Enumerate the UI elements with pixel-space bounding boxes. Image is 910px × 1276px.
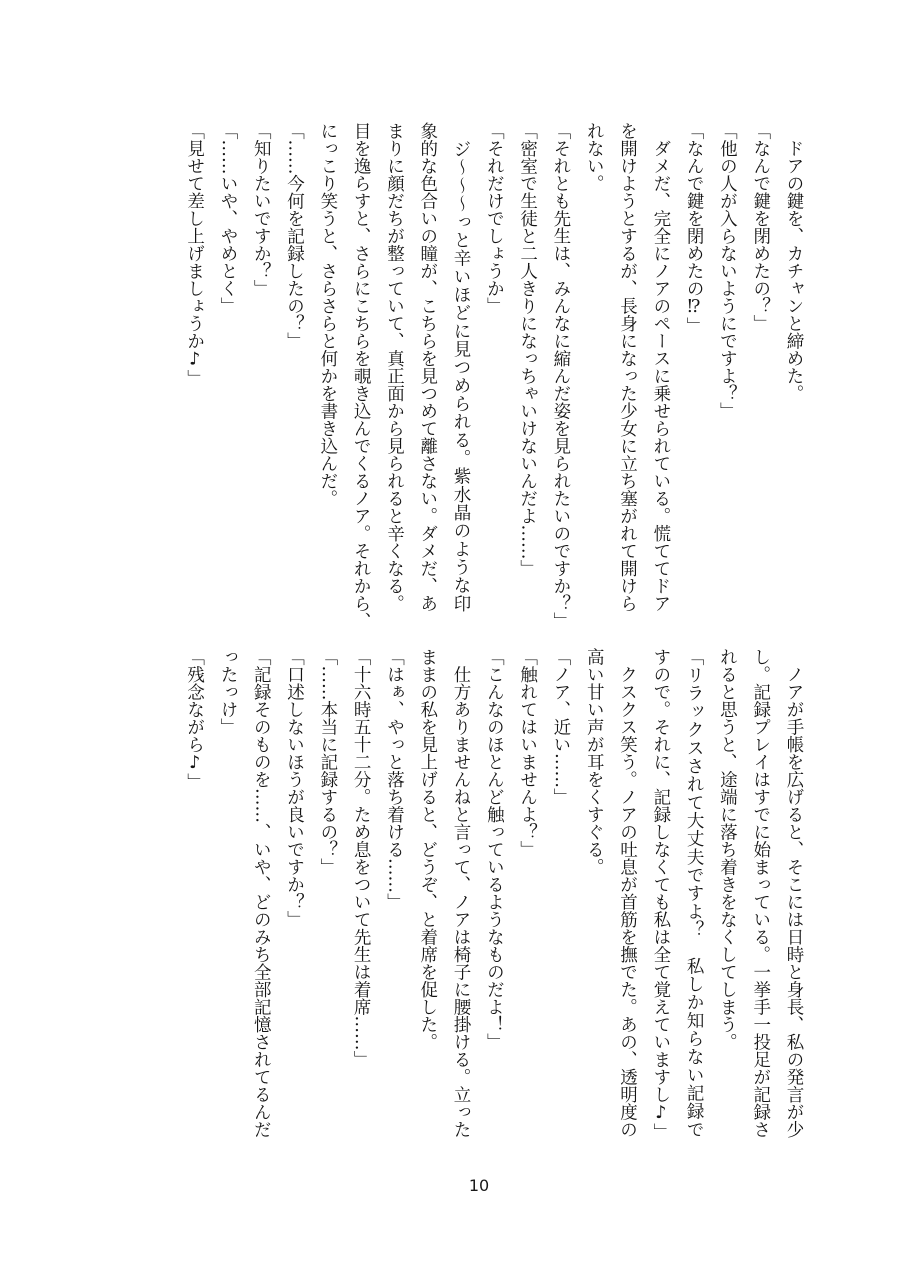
text-column: 「……今何を記録したの？」 bbox=[284, 122, 305, 350]
text-column: 「密室で生徒と二人きりになっちゃいけないんだよ……」 bbox=[517, 122, 538, 577]
text-column: ドアの鍵を、カチャンと締めた。 bbox=[784, 122, 804, 402]
text-column: 高い甘い声が耳をくすぐる。 bbox=[584, 648, 605, 876]
text-column: ジ～～～っと辛いほどに見つめられる。紫水晶のような印 bbox=[451, 122, 472, 612]
page-number: 10 bbox=[468, 1176, 490, 1195]
text-column: クスクス笑う。ノアの吐息が首筋を撫でた。あの、透明度の bbox=[617, 648, 638, 1138]
text-column: れない。 bbox=[584, 122, 605, 192]
text-column: 仕方ありませんねと言って、ノアは椅子に腰掛ける。立った bbox=[451, 648, 472, 1138]
text-column: 「記録そのものを……、いや、どのみち全部記憶されてるんだ bbox=[251, 648, 272, 1138]
text-column: 「それだけでしょうか」 bbox=[484, 122, 505, 315]
text-column: 「はぁ、やっと落ち着ける……」 bbox=[384, 648, 405, 911]
text-column: ままの私を見上げると、どうぞ、と着席を促した。 bbox=[417, 648, 438, 1051]
text-column: 「ノア、近い……」 bbox=[550, 648, 571, 806]
text-column: まりに顔だちが整っていて、真正面から見られると辛くなる。 bbox=[384, 122, 405, 612]
text-column: 「残念ながら♪」 bbox=[184, 648, 205, 791]
text-column: すので。それに、記録しなくても私は全て覚えていますし♪」 bbox=[650, 648, 671, 1141]
text-column: 象的な色合いの瞳が、こちらを見つめて離さない。ダメだ、あ bbox=[417, 122, 438, 612]
text-column: 「なんで鍵を閉めたの⁉」 bbox=[684, 122, 705, 335]
text-column: にっこり笑うと、さらさらと何かを書き込んだ。 bbox=[317, 122, 338, 507]
text-column: を開けようとするが、長身になった少女に立ち塞がれて開けら bbox=[617, 122, 638, 612]
text-column: 「十六時五十二分。ため息をついて先生は着席……」 bbox=[351, 648, 372, 1068]
text-column: ったっけ」 bbox=[217, 648, 238, 736]
text-column: 「なんで鍵を閉めたの？」 bbox=[750, 122, 771, 332]
text-column: れると思うと、途端に落ち着きをなくしてしまう。 bbox=[717, 648, 738, 1051]
text-column: 「触れてはいませんよ？」 bbox=[517, 648, 538, 858]
upper-text-block bbox=[177, 122, 810, 630]
text-column: 「口述しないほうが良いですか？」 bbox=[284, 648, 305, 928]
text-column: 「……いや、やめとく」 bbox=[217, 122, 238, 315]
text-column: 「リラックスされて大丈夫ですよ？ 私しか知らない記録で bbox=[684, 648, 705, 1138]
text-column: 「それとも先生は、みんなに縮んだ姿を見られたいのですか？」 bbox=[550, 122, 571, 630]
text-column: 「他の人が入らないようにですよ？」 bbox=[717, 122, 738, 420]
text-column: 「……本当に記録するの？」 bbox=[317, 648, 338, 876]
text-column: 目を逸らすと、さらにこちらを覗き込んでくるノア。それから、 bbox=[351, 122, 372, 630]
text-column: ノアが手帳を広げると、そこには日時と身長、私の発言が少 bbox=[784, 648, 804, 1138]
text-column: 「知りたいですか？」 bbox=[251, 122, 272, 297]
text-column: 「こんなのほとんど触っているようなものだよ！」 bbox=[484, 648, 505, 1051]
text-column: し。記録プレイはすでに始まっている。一挙手一投足が記録さ bbox=[750, 648, 771, 1138]
text-column: ダメだ、完全にノアのペースに乗せられている。慌ててドア bbox=[650, 122, 671, 612]
text-column: 「見せて差し上げましょうか♪」 bbox=[184, 122, 205, 387]
lower-text-block bbox=[177, 648, 810, 1141]
